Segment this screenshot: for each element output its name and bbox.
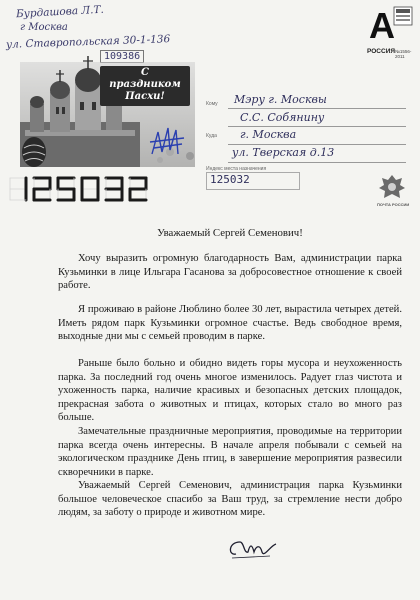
to-label: Кому [206,101,218,107]
sender-name: Бурдашова Л.Т. [15,3,105,21]
recipient-city: г. Москва [240,128,297,141]
russian-post-label: ПОЧТА РОССИИ [377,202,410,207]
letter-greeting: Уважаемый Сергей Семенович! [157,227,303,239]
index-label: Индекс места назначения [206,166,267,172]
postal-index-digit [34,178,50,200]
author-signature [226,534,280,564]
stamp-country: РОССИЯ [367,48,396,55]
paragraph-2: Я проживаю в районе Люблино более 30 лет, вырастила четырех детей. Иметь рядом парк Кузьминки огромное счастье. Ведь свободное время, выходные дни мы с семьей проводим в парке. [58,304,402,343]
recipient-index: 125032 [210,173,250,186]
recipient-street: ул. Тверская д.13 [232,146,335,159]
greeting-card-text: С праздником Пасхи! [100,66,190,106]
paragraph-3: Раньше было больно и обидно видеть горы мусора и неухоженность парка. За последний год очень многое изменилось. Радует глаз чистота и ухоженность парка, наличие красивых и безопасных детских площадок, прекрасная забота о животных и птицах, которых стало во много раз больше. [58,358,402,424]
postal-index-digit [58,178,74,200]
postal-index-digit [82,178,98,200]
where-label: Куда [206,133,217,139]
russian-post-logo [378,172,406,202]
postal-index-digit [10,178,26,200]
postal-index-digit [106,178,122,200]
sender-street: ул. Ставропольская 30-1-136 [5,33,171,51]
recipient-to-2: С.С. Собянину [240,111,325,124]
recipient-to-1: Мэру г. Москвы [234,93,327,106]
postal-index-digit [130,178,146,200]
paragraph-5: Уважаемый Сергей Семенович, администрация парка Кузьминки большое человеческое спасибо за Ваш труд, за стремление нести добро людям, за заботу о природе и животном мире. [58,480,402,519]
envelope [0,0,420,222]
paragraph-4: Замечательные праздничные мероприятия, проводимые на территории парка всегда очень интересны. В начале апреля побывали с семьей на экологическом празднике День птиц, в завершение мероприятия развесили скворечники в парке. [58,426,402,478]
sender-city: г Москва [20,22,68,33]
paragraph-1: Хочу выразить огромную благодарность Вам, администрации парка Кузьминки в лице Ильгара Гасанова за добросовестное отношение к своей работе. [58,253,402,292]
sender-index: 109386 [100,50,144,63]
big-postal-index [6,176,156,202]
ink-signature-mark [148,124,188,160]
stamp-code: №1556-2011 [395,49,412,59]
stamp-letter: A [369,5,395,46]
